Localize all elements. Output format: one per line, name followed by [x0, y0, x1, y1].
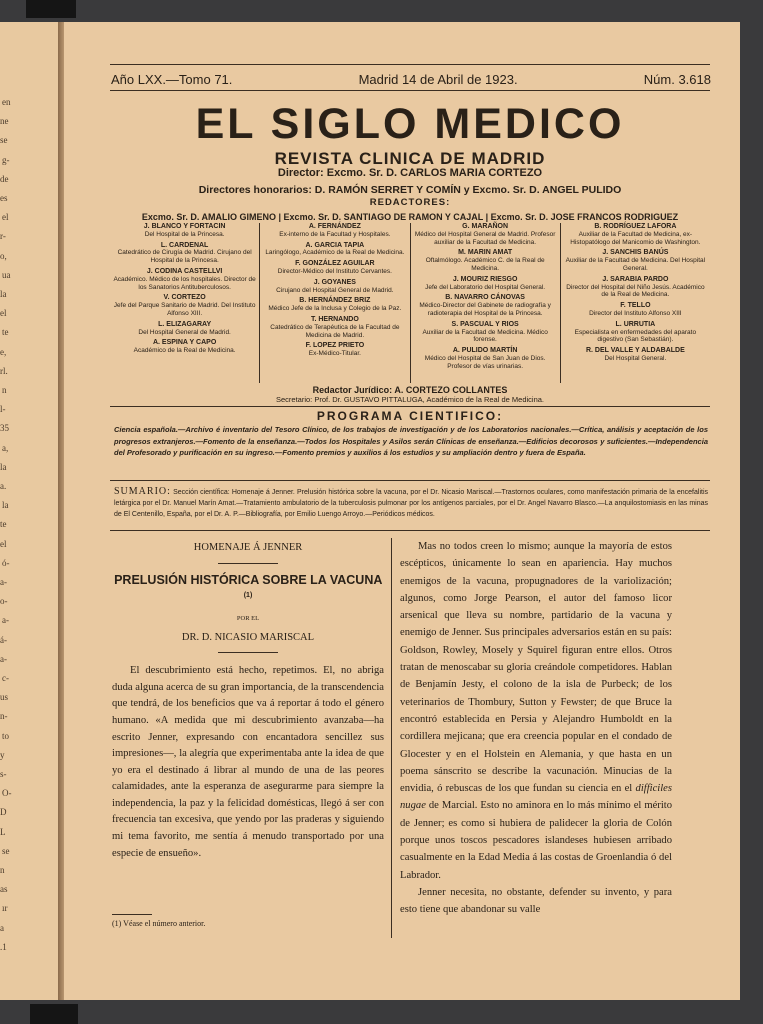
editor-description: Auxiliar de la Facultad de Medicina, ex-Histopatólogo del Manicomio de Washington.	[570, 230, 701, 246]
principal-editors: Excmo. Sr. D. AMALIO GIMENO | Excmo. Sr. D. SANTIAGO DE RAMON Y CAJAL | Excmo. Sr. D. JOSE FRANCOS RODRIGUEZ	[141, 212, 679, 222]
issue-date: Madrid 14 de Abril de 1923.	[358, 72, 518, 87]
left-page-fragment: el	[2, 212, 9, 223]
editor-description: Oftalmólogo. Académico C. de la Real de Medicina.	[425, 257, 545, 272]
masthead-title: EL SIGLO MEDICO	[195, 100, 625, 148]
editor-name: B. RODRÍGUEZ LAFORA	[594, 223, 677, 230]
editors-column	[560, 223, 710, 383]
editor-name: J. MOURIZ RIESGO	[452, 275, 518, 283]
left-page-fragment: el	[0, 308, 7, 319]
paragraph-2-end: de Marcial. Esto no aminora en lo más mínimo el mérito de Jenner; es como si hubiera de palidecer la gloria de Colón porque unos toscos pescadores islandeses hubiesen arribado casualmente en la Edad Media á las costas de Groenlandia ó del Labrador.	[400, 800, 672, 881]
left-page-fragment: n	[0, 865, 5, 875]
column-separator	[391, 538, 392, 938]
editor-description: Auxiliar de la Facultad de Medicina. Del Hospital General.	[565, 257, 706, 272]
editor-name: V. CORTEZO	[163, 294, 206, 302]
editor-description: Médico del Hospital General de Madrid. Profesor auxiliar de la Facultad de Medicina.	[414, 230, 556, 246]
editors-columns	[110, 223, 710, 383]
honorary-directors: Directores honorarios: D. RAMÓN SERRET Y COMÍN y Excmo. Sr. D. ANGEL PULIDO	[198, 184, 622, 196]
left-page-fragment: n	[2, 385, 7, 395]
sumario	[114, 486, 708, 520]
article-paragraph-2	[400, 538, 672, 884]
editor-name: L. CARDENAL	[160, 241, 209, 249]
editor-description: Director del Hospital del Niño Jesús. Académico de la Real de Medicina.	[566, 283, 705, 299]
article-section: HOMENAJE Á JENNER	[193, 542, 303, 553]
left-page-fragment: a,	[2, 442, 9, 453]
editor-description: Auxiliar de la Facultad de Medicina. Médico forense.	[422, 328, 548, 344]
editor-name: A. FERNÁNDEZ	[308, 223, 361, 230]
editor-name: J. CODINA CASTELLVI	[146, 267, 223, 275]
left-page-fragment: se	[2, 845, 10, 856]
editor-description: Ex-Médico-Titular.	[308, 350, 361, 358]
editor-description: Director del Instituto Alfonso XIII	[589, 309, 682, 317]
left-page-fragment: el	[0, 538, 7, 549]
left-page-fragment: te	[0, 519, 7, 530]
left-page-fragment: 35	[0, 423, 9, 434]
left-page-fragment: O-	[2, 788, 12, 799]
editor-name: A. ESPINA Y CAPO	[152, 339, 217, 347]
issue-line	[111, 72, 711, 87]
editor-name: R. DEL VALLE Y ALDABALDE	[585, 347, 685, 355]
editor-name: J. SANCHIS BANÚS	[602, 249, 669, 257]
editor-name: J. SARABIA PARDO	[602, 275, 669, 283]
issue-volume: Año LXX.—Tomo 71.	[111, 72, 233, 87]
editor-description: Académico. Médico de los hospitales. Director de los Sanatorios Antituberculosos.	[113, 275, 256, 291]
editor-name: B. NAVARRO CÁNOVAS	[445, 294, 525, 302]
editor-description: Médico-Director del Gabinete de radiografía y radioterapia del Hospital de la Princesa.	[419, 302, 551, 317]
left-page-fragment: la	[0, 289, 7, 299]
editors-column	[259, 223, 409, 383]
tape-bottom	[30, 1004, 78, 1024]
editor-description: Médico Jefe de la Inclusa y Colegio de la Paz.	[268, 305, 402, 313]
editor-name: M. MARIN AMAT	[458, 249, 513, 257]
left-page-fragment: o-	[0, 596, 8, 607]
left-page-fragment: de	[0, 173, 9, 184]
left-page-fragment: se	[0, 135, 8, 146]
article-paragraph-3: Jenner necesita, no obstante, defender su invento, y para esto tiene que abandonar su valle	[400, 886, 672, 916]
editor-description: Cirujano del Hospital General de Madrid.	[276, 286, 394, 294]
footnote-rule	[112, 914, 152, 915]
sumario-rule-top	[110, 480, 710, 481]
left-page-fragment: L	[0, 826, 6, 837]
left-page-fragment: us	[0, 692, 9, 703]
left-page-fragment: a-	[2, 615, 9, 626]
editor-name: J. BLANCO Y FORTACIN	[143, 223, 226, 230]
editor-description: Médico del Hospital de San Juan de Dios. Profesor de vías urinarias.	[424, 354, 546, 370]
left-page-fragment: es	[0, 193, 8, 203]
legal-editor: Redactor Jurídico: A. CORTEZO COLLANTES	[312, 385, 508, 395]
editor-description: Catedrático de Cirugía de Madrid. Cirujano del Hospital de la Princesa.	[117, 249, 252, 265]
top-rule	[110, 64, 710, 65]
left-page-fragment: e,	[0, 346, 7, 357]
article-title-text: PRELUSIÓN HISTÓRICA SOBRE LA VACUNA	[114, 572, 382, 587]
section-rule	[218, 563, 278, 564]
left-page-fragment: la	[2, 500, 9, 511]
left-page-fragment: ır	[2, 903, 8, 914]
left-page-fragment: á-	[0, 634, 7, 645]
footnote-text: (1) Véase el número anterior.	[112, 919, 206, 928]
article-paragraph-1: El descubrimiento está hecho, repetimos. El, no abriga duda alguna acerca de su gran importancia, de la transcendencia que tendrá, de los beneficios que va á reportar á todo el género humano. «A medida que mi descubrimiento avanzaba—ha escrito Jenner, expresando con encantadora sencillez sus impresiones—, la alegría que experimentaba ante la idea de que yo era el destinado á librar al mundo de una de las peores calamidades, ante la esperanza de asegurarme para siempre la independencia, la paz y la felicidad domésticas, llegó á ser con frecuencia tan excesiva, que yendo por las praderas y siguiendo mi tema favorito, me sentía á menudo transportado por una especie de ensueño».	[112, 665, 384, 859]
editor-name: L. URRUTIA	[615, 320, 656, 328]
editor-name: F. TELLO	[620, 302, 651, 310]
editor-name: B. HERNÁNDEZ BRIZ	[299, 297, 371, 305]
left-page-fragment: as	[0, 884, 8, 895]
secretary-line: Secretario: Prof. Dr. GUSTAVO PITTALUGA, Académico de la Real de Medicina.	[275, 395, 545, 404]
editor-name: A. PULIDO MARTÍN	[452, 347, 518, 355]
left-page-fragment: a	[0, 922, 4, 933]
left-page-fragment: to	[2, 730, 10, 741]
editors-column	[110, 223, 259, 383]
left-page-fragment: a-	[0, 577, 7, 587]
editor-name: F. GONZÁLEZ AGUILAR	[295, 260, 375, 268]
left-page-fragment: .1	[0, 941, 7, 952]
editor-name: L. ELIZAGARAY	[158, 320, 212, 328]
left-page-fragment: a-	[0, 653, 7, 664]
editor-name: S. PASCUAL Y RIOS	[451, 320, 519, 328]
sumario-rule-bottom	[110, 530, 710, 531]
article-column-left	[112, 538, 384, 862]
byline-por: POR EL	[236, 614, 260, 622]
left-page-fragment: g-	[2, 154, 10, 165]
editor-name: J. GOYANES	[313, 278, 356, 286]
editor-description: Jefe del Parque Sanitario de Madrid. Del Instituto Alfonso XIII.	[113, 302, 256, 317]
editor-description: Jefe del Laboratorio del Hospital General.	[425, 283, 546, 291]
article-title	[112, 572, 384, 607]
paragraph-2-italic: difficiles nugae	[400, 783, 672, 812]
editor-name: G. MARAÑON	[462, 223, 509, 230]
editor-description: Ex-interno de la Facultad y Hospitales.	[279, 230, 391, 238]
left-page-fragment: ua	[2, 269, 11, 280]
left-page-fragment: D	[0, 807, 7, 818]
editor-name: F. LOPEZ PRIETO	[305, 342, 365, 350]
editors-label: REDACTORES:	[369, 197, 451, 208]
left-page-fragment: y	[0, 749, 5, 760]
paragraph-2-start: Mas no todos creen lo mismo; aunque la mayoría de estos escépticos, únicamente lo sean en apariencia. Hay muchos enemigos de la vacuna, propugnadores de la variolización; algunos, como Jorge Pearson, el autor del famoso licor arsenical que lleva su nombre, partidario de la vacuna y enemigo de Jenner. Sus principales adversarios están en su país: Goldson, Rowley, Mosely y Squirel figuran entre ellos. Otros tratan de menoscabar su gloria creándole competidores. Hablan de Benjamín Jesty, el colono de la isla de Purbeck; de los veterinarios de Thombury, Sutton y Fewster; de que Bruce la encontró establecida en Persia y Alejandro Humboldt en la cordillera mejicana; que era creencia popular en el condado de Glocester y en el Holstein en Alemania, y que hasta en un poema sánscrito se describe la vacunación. Minucias de la envidia, ó rebuscas de los que fundan su ciencia en el	[400, 541, 672, 795]
programa-text: Ciencia española.—Archivo é inventario del Tesoro Clínico, de los trabajos de investigación y de los Laboratorios nacionales.—Crítica, análisis y aceptación de los progresos extranjeros.—Fomento de la enseñanza.—Todos los Hospitales y Asilos serán Clínicas de enseñanza.—Edificios decorosos y suficientes.—Independencia del Profesorado y purificación en su ingreso.—Fomento premios y auxilios á los estudios y su ampliación dentro y fuera de España.	[114, 425, 708, 457]
editor-name: A. GARCIA TAPIA	[305, 241, 365, 249]
programa-rule	[110, 406, 710, 407]
masthead-subtitle: REVISTA CLINICA DE MADRID	[274, 149, 546, 168]
article-column-right	[400, 538, 672, 919]
author-rule	[218, 652, 278, 653]
issue-number: Núm. 3.618	[643, 72, 711, 87]
editor-description: Director-Médico del Instituto Cervantes.	[277, 267, 392, 275]
left-page-fragment: r-	[0, 231, 6, 242]
newspaper-page	[64, 22, 740, 1000]
editors-column	[410, 223, 560, 383]
left-page-fragment: n-	[0, 711, 8, 722]
editor-description: Laringólogo, Académico de la Real de Medicina.	[265, 249, 405, 257]
title-footnote-ref: (1)	[243, 592, 253, 600]
footnote	[112, 914, 384, 928]
tape-top	[26, 0, 76, 18]
left-page-fragment: ó-	[2, 557, 10, 568]
left-page-fragment: la	[0, 461, 7, 472]
editor-description: Catedrático de Terapéutica de la Facultad de Medicina de Madrid.	[270, 323, 400, 339]
left-page-fragment: ne	[0, 116, 9, 127]
director-line: Director: Excmo. Sr. D. CARLOS MARIA CORTEZO	[277, 167, 543, 179]
left-page-fragment: te	[2, 327, 9, 338]
editor-name: T. HERNANDO	[310, 315, 359, 323]
left-page-fragment: o,	[0, 250, 7, 261]
left-page-fragment: rl.	[0, 365, 8, 376]
editor-description: Académico de la Real de Medicina.	[133, 347, 236, 355]
editor-description: Especialista en enfermedades del aparato digestivo (San Sebastián).	[574, 328, 697, 344]
programa-title: PROGRAMA CIENTIFICO:	[316, 409, 504, 423]
left-page-fragment: en	[2, 97, 11, 107]
left-page-fragment: c-	[2, 673, 9, 683]
left-page-edge	[0, 22, 60, 1000]
left-page-fragment: s-	[0, 769, 7, 779]
article-author: DR. D. NICASIO MARISCAL	[181, 631, 315, 643]
left-page-fragment: l-	[0, 404, 6, 415]
issue-rule	[110, 90, 710, 91]
editor-description: Del Hospital General.	[604, 354, 667, 362]
sumario-label: SUMARIO:	[114, 486, 171, 497]
editor-description: Del Hospital de la Princesa.	[144, 230, 225, 238]
sumario-text: Sección científica: Homenaje á Jenner. Prelusión histórica sobre la vacuna, por el Dr. Nicasio Mariscal.—Trastornos oculares, como manifestación primaria de la encefalitis letárgica por el Dr. Manuel Marín Amat.—Tratamiento ambulatorio de la tuberculosis pulmonar por los antígenos parciales, por el Dr. Angel Navarro Blasco.—La anquilostomiasis en las minas de El Centenillo, España, por el Dr. A. P.—Bibliografía, por Emilio Luengo Arroyo.—Periódicos médicos.	[114, 489, 708, 518]
left-page-fragment: a.	[0, 481, 7, 491]
editor-description: Del Hospital General de Madrid.	[138, 328, 231, 336]
